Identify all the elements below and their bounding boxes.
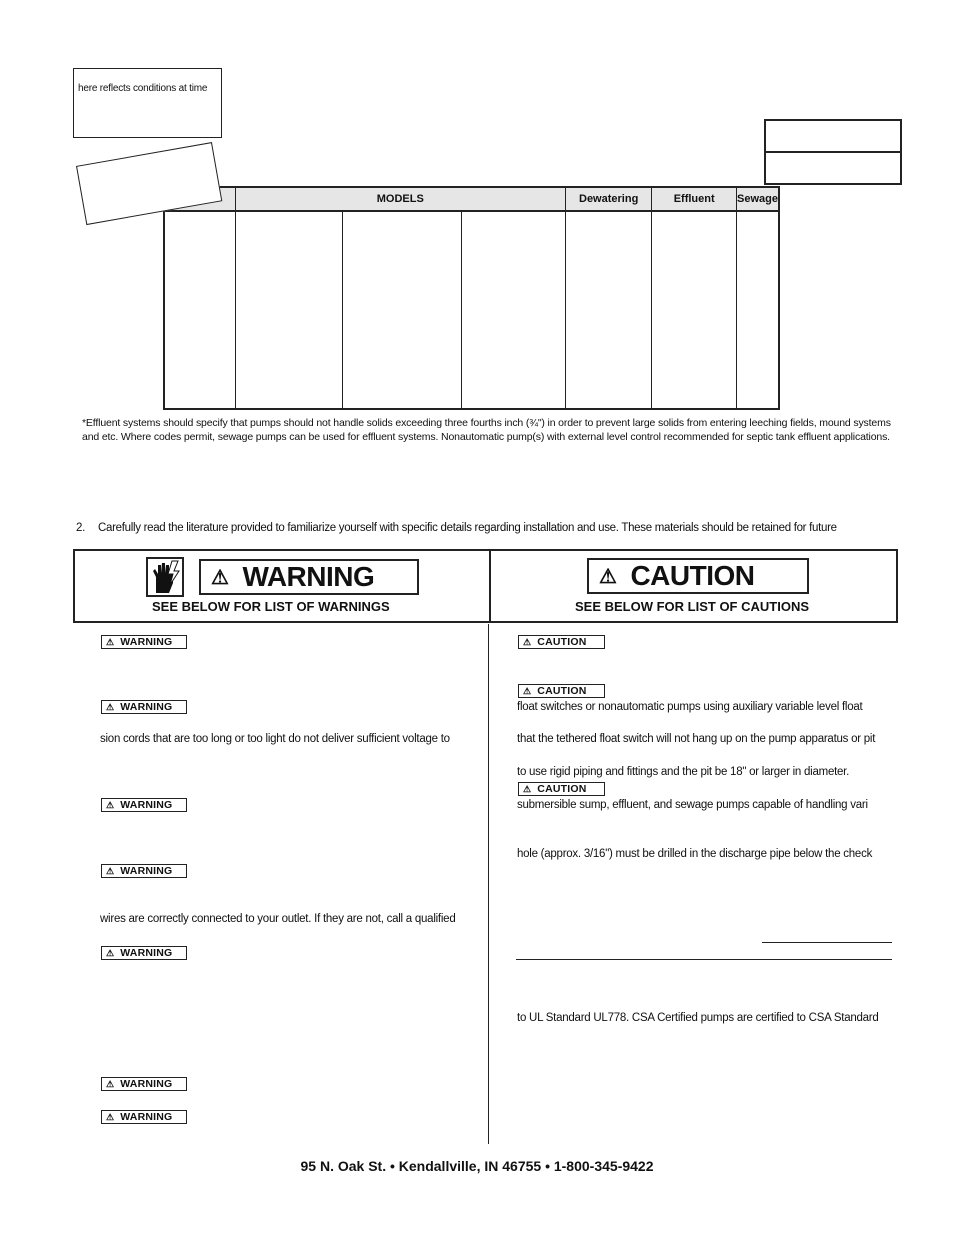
table-header-row bbox=[164, 187, 779, 211]
warning-tag: ⚠ WARNING bbox=[101, 635, 187, 649]
caution-text-line: that the tethered float switch will not hang up on the pump apparatus or pit bbox=[517, 733, 876, 745]
footnote-line-1: *Effluent systems should specify that pumps should not handle solids exceeding three fourths inch (¾") in order to prevent large solids from entering leeching fields, mound systems bbox=[82, 417, 891, 429]
table-cell bbox=[565, 211, 651, 409]
caution-tag: ⚠ CAUTION bbox=[518, 684, 605, 698]
warning-text-line: wires are correctly connected to your outlet. If they are not, call a qualified bbox=[100, 913, 456, 925]
warning-triangle-icon: ⚠ bbox=[106, 799, 115, 810]
table-cell bbox=[343, 211, 462, 409]
table-cell bbox=[737, 211, 779, 409]
caution-title: CAUTION bbox=[630, 560, 755, 591]
warning-triangle-icon: ⚠ bbox=[106, 1111, 115, 1122]
caution-text-line: float switches or nonautomatic pumps using auxiliary variable level float bbox=[517, 701, 863, 713]
short-rule bbox=[762, 942, 892, 943]
caution-text-line: hole (approx. 3/16") must be drilled in the discharge pipe below the check bbox=[517, 848, 873, 860]
warning-text-line: sion cords that are too long or too light do not deliver sufficient voltage to bbox=[100, 733, 450, 745]
table-cell bbox=[164, 211, 235, 409]
table-cell bbox=[652, 211, 737, 409]
right-box-bottom bbox=[764, 151, 902, 185]
caution-subtitle: SEE BELOW FOR LIST OF CAUTIONS bbox=[575, 599, 809, 614]
warning-tag: ⚠ WARNING bbox=[101, 700, 187, 714]
note-box bbox=[73, 68, 222, 138]
warning-triangle-icon: ⚠ bbox=[211, 566, 229, 589]
warning-triangle-icon: ⚠ bbox=[106, 865, 115, 876]
warning-triangle-icon: ⚠ bbox=[106, 1078, 115, 1089]
caution-text-line: to use rigid piping and fittings and the pit be 18" or larger in diameter. bbox=[517, 766, 850, 778]
caution-tag: ⚠ CAUTION bbox=[518, 635, 605, 649]
models-table bbox=[163, 186, 780, 410]
warning-tag: ⚠ WARNING bbox=[101, 1077, 187, 1091]
warning-tag: ⚠ WARNING bbox=[101, 1110, 187, 1124]
caution-triangle-icon: ⚠ bbox=[523, 636, 532, 647]
note-box-text: here reflects conditions at time bbox=[78, 83, 208, 94]
warning-tag: ⚠ WARNING bbox=[101, 798, 187, 812]
item-number: 2. bbox=[76, 522, 85, 534]
warning-sign bbox=[199, 559, 419, 595]
footnote bbox=[82, 416, 902, 444]
table-cell bbox=[235, 211, 343, 409]
warning-title: WARNING bbox=[242, 561, 375, 592]
warning-triangle-icon: ⚠ bbox=[106, 636, 115, 647]
electric-shock-icon bbox=[146, 557, 184, 597]
hazard-header bbox=[73, 549, 898, 623]
header-dewatering: Dewatering bbox=[565, 187, 651, 211]
caution-triangle-icon: ⚠ bbox=[523, 685, 532, 696]
table-row bbox=[164, 211, 779, 409]
warning-triangle-icon: ⚠ bbox=[106, 701, 115, 712]
warning-subtitle: SEE BELOW FOR LIST OF WARNINGS bbox=[152, 599, 390, 614]
caution-sign bbox=[587, 558, 809, 594]
warning-tag: ⚠ WARNING bbox=[101, 946, 187, 960]
hazard-divider bbox=[489, 551, 491, 621]
caution-tag: ⚠ CAUTION bbox=[518, 782, 605, 796]
header-models: MODELS bbox=[235, 187, 565, 211]
warning-tag: ⚠ WARNING bbox=[101, 864, 187, 878]
item-text: Carefully read the literature provided to familiarize yourself with specific details regarding installation and use. These materials should be retained for future bbox=[98, 522, 837, 534]
caution-triangle-icon: ⚠ bbox=[523, 783, 532, 794]
table-cell bbox=[461, 211, 565, 409]
right-box-top bbox=[764, 119, 902, 155]
caution-text-line: to UL Standard UL778. CSA Certified pumps are certified to CSA Standard bbox=[517, 1012, 879, 1024]
column-divider bbox=[488, 624, 489, 1144]
header-effluent: Effluent bbox=[652, 187, 737, 211]
warning-triangle-icon: ⚠ bbox=[106, 947, 115, 958]
header-sewage: Sewage bbox=[737, 187, 779, 211]
footer-address: 95 N. Oak St. • Kendallville, IN 46755 • 1-800-345-9422 bbox=[300, 1158, 654, 1174]
long-rule bbox=[516, 959, 892, 960]
caution-triangle-icon: ⚠ bbox=[599, 565, 617, 588]
instruction-item-2 bbox=[76, 522, 936, 534]
caution-text-line: submersible sump, effluent, and sewage pumps capable of handling vari bbox=[517, 799, 868, 811]
footnote-line-2: and etc. Where codes permit, sewage pumps can be used for effluent systems. Nonautomatic pump(s) with external level control recommended for septic tank effluent applications. bbox=[82, 431, 890, 443]
